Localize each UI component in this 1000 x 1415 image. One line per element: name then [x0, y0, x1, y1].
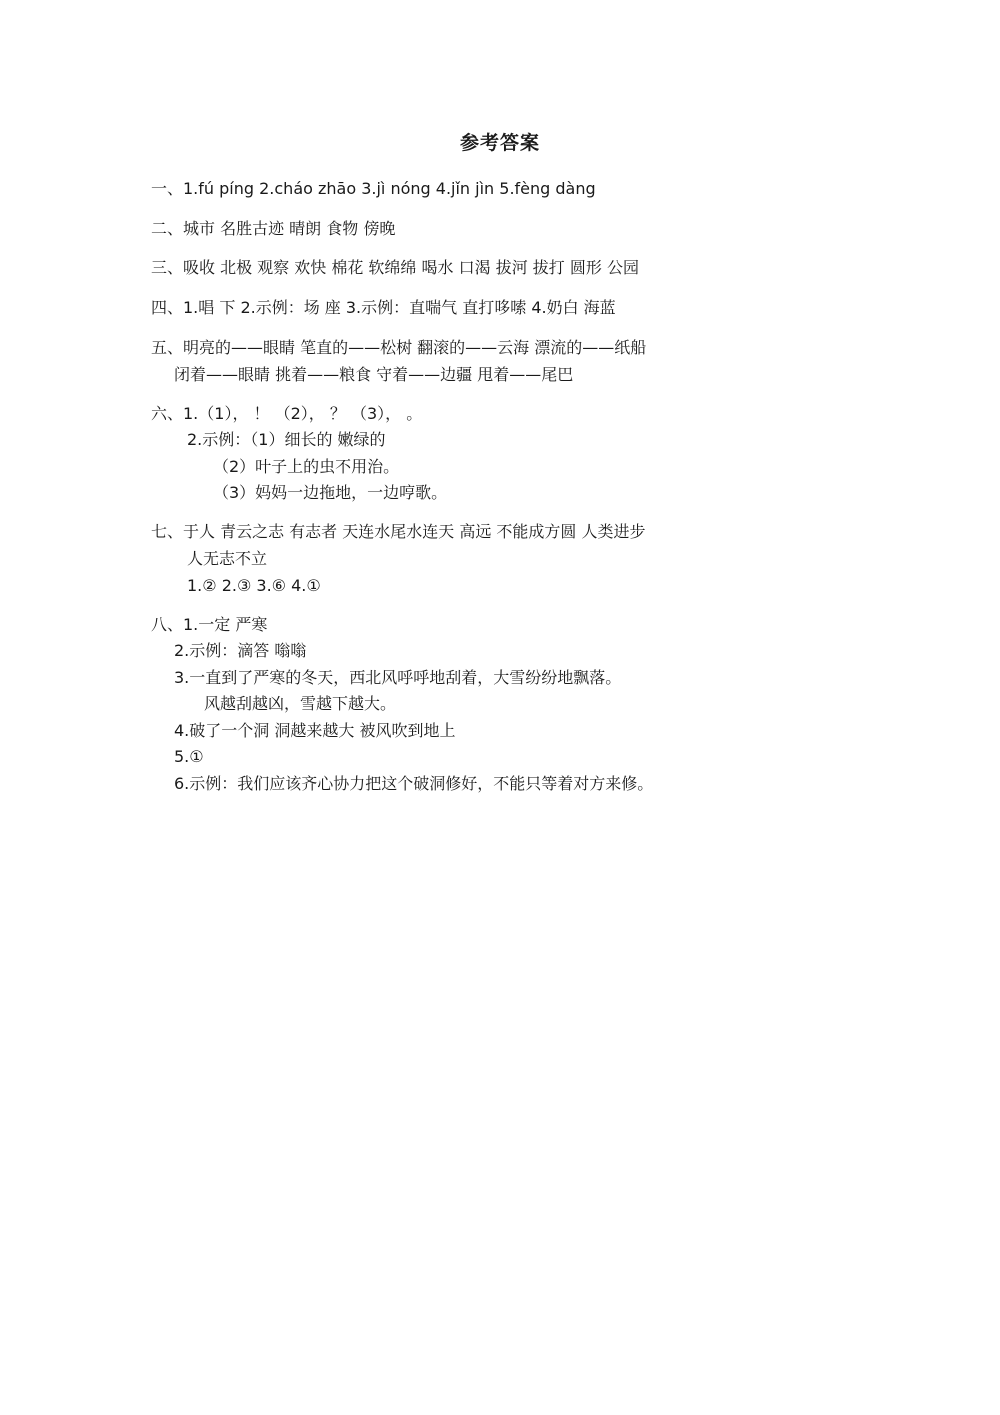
- section-6-punctuation: 六、1.（1）， ！ （2）， ？ （3）， 。: [151, 404, 423, 423]
- section-3-words: 三、吸收 北极 观察 欢快 棉花 软绵绵 喝水 口渴 拔河 拔打 圆形 公园: [151, 258, 639, 277]
- section-6-example-2: （2）叶子上的虫不用治。: [213, 457, 400, 476]
- section-7-idioms-cont: 人无志不立: [187, 549, 268, 568]
- section-4-answers: 四、1.唱 下 2.示例：场 座 3.示例：直喘气 直打哆嗦 4.奶白 海蓝: [151, 298, 616, 317]
- section-6-example-3: （3）妈妈一边拖地，一边哼歌。: [213, 483, 448, 502]
- section-1-pinyin: 一、1.fú píng 2.cháo zhāo 3.jì nóng 4.jǐn jìn 5.fèng dàng: [151, 179, 596, 198]
- section-8-q1: 八、1.一定 严寒: [151, 615, 268, 634]
- section-7-choices: 1.② 2.③ 3.⑥ 4.①: [187, 576, 321, 595]
- section-6-example-1: 2.示例：（1）细长的 嫩绿的: [187, 430, 386, 449]
- section-8-q3-cont: 风越刮越凶，雪越下越大。: [204, 694, 397, 713]
- section-8-q6: 6.示例：我们应该齐心协力把这个破洞修好，不能只等着对方来修。: [174, 774, 654, 793]
- section-8-q4: 4.破了一个洞 洞越来越大 被风吹到地上: [174, 721, 456, 740]
- section-8-q5: 5.①: [174, 747, 204, 766]
- section-8-q3: 3.一直到了严寒的冬天，西北风呼呼地刮着，大雪纷纷地飘落。: [174, 668, 622, 687]
- section-5-matching-line-1: 五、明亮的——眼睛 笔直的——松树 翻滚的——云海 漂流的——纸船: [151, 338, 647, 357]
- page-title: 参考答案: [459, 132, 540, 154]
- section-8-q2: 2.示例：滴答 嗡嗡: [174, 641, 307, 660]
- section-5-matching-line-2: 闭着——眼睛 挑着——粮食 守着——边疆 甩着——尾巴: [174, 365, 574, 384]
- section-7-idioms: 七、于人 青云之志 有志者 天连水尾水连天 高远 不能成方圆 人类进步: [151, 522, 646, 541]
- section-2-words: 二、城市 名胜古迹 晴朗 食物 傍晚: [151, 219, 396, 238]
